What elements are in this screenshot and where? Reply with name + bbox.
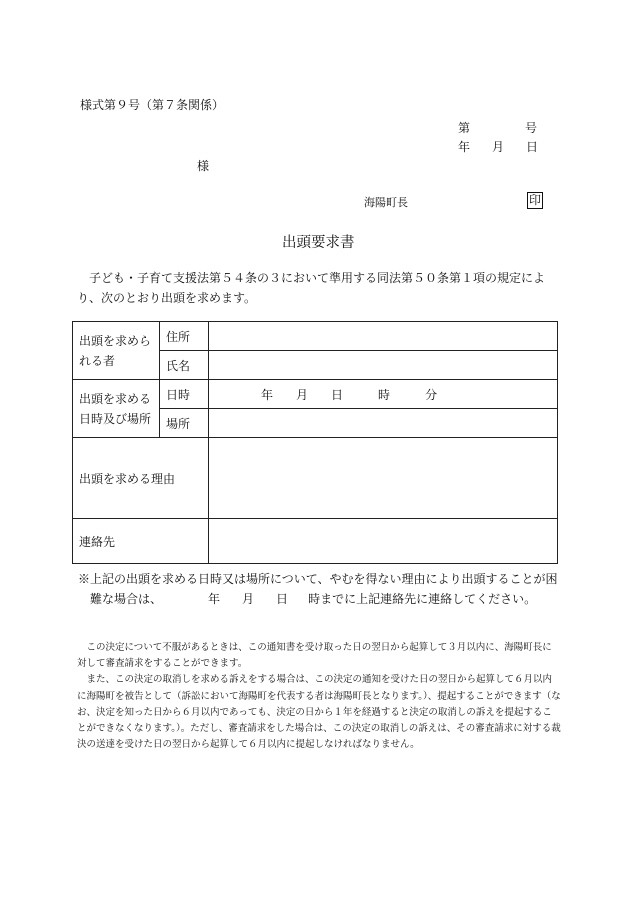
- document-number-line: [458, 119, 537, 136]
- name-label: 氏名: [160, 351, 209, 380]
- note-line2-prefix: 難な場合は、: [90, 592, 163, 606]
- datetime-month: 月: [296, 387, 309, 402]
- reason-label: 出頭を求める理由: [73, 438, 209, 519]
- table-row-datetime: [73, 380, 558, 409]
- datetime-label: 日時: [160, 380, 209, 409]
- note-month: 月: [242, 592, 255, 606]
- place-label: 場所: [160, 409, 209, 438]
- place-value-cell: [209, 409, 558, 438]
- person-header: 出頭を求められる者: [73, 322, 160, 380]
- form-label: 様式第９号（第７条関係）: [80, 98, 225, 112]
- document-date-line: [458, 138, 538, 155]
- date-month: 月: [492, 140, 505, 154]
- table-row-reason: [73, 438, 558, 519]
- seal-box: 印: [529, 193, 542, 207]
- appeal-paragraph-1: この決定について不服があるときは、この通知書を受け取った日の翌日から起算して３月以内に、海陽町長に対して審査請求をすることができます。: [77, 642, 552, 670]
- address-value-cell: [209, 322, 558, 351]
- datetime-day: 日: [331, 387, 344, 402]
- number-suffix: 号: [525, 121, 538, 135]
- note-line-1: ※上記の出頭を求める日時又は場所について、やむを得ない理由により出頭することが困: [78, 572, 558, 586]
- datetime-hour: 時: [378, 387, 391, 402]
- note-year: 年: [208, 592, 221, 606]
- date-day: 日: [526, 140, 539, 154]
- deadline-note: [78, 569, 564, 609]
- datetime-value-cell: [209, 380, 558, 409]
- note-line-2: [78, 589, 564, 609]
- table-row-address: [73, 322, 558, 351]
- contact-label: 連絡先: [73, 519, 209, 564]
- number-prefix: 第: [458, 121, 471, 135]
- request-form-table: [72, 321, 558, 564]
- body-text: 子ども・子育て支援法第５４条の３において準用する同法第５０条第１項の規定により、次のとおり出頭を求めます。: [77, 271, 546, 305]
- note-day: 日: [276, 592, 289, 606]
- address-label: 住所: [160, 322, 209, 351]
- reason-value-cell: [209, 438, 558, 519]
- document-title: 出頭要求書: [282, 235, 355, 251]
- appeal-paragraph-2: また、この決定の取消しを求める訴えをする場合は、この決定の通知を受けた日の翌日から起算して６月以内に海陽町を被告として（訴訟において海陽町を代表する者は海陽町長となります。）、提起することができます（なお、決定を知った日から６月以内であっても、決定の日から１年を経過すると決定の取消しの訴えを提起することができなくなります。）。ただし、審査請求をした場合は、この決定の取消しの訴えは、その審査請求に対する裁決の送達を受けた日の翌日から起算して６月以内に提起しなければなりません。: [77, 674, 561, 751]
- note-line2-suffix: 時までに上記連絡先に連絡してください。: [308, 592, 537, 606]
- contact-value-cell: [209, 519, 558, 564]
- datetime-year: 年: [261, 387, 274, 402]
- datetime-minute: 分: [425, 387, 438, 402]
- issuer-name: 海陽町長: [364, 196, 408, 209]
- name-value-cell: [209, 351, 558, 380]
- appeal-notice: [77, 640, 561, 753]
- time-place-header: 出頭を求める日時及び場所: [73, 380, 160, 438]
- table-row-contact: [73, 519, 558, 564]
- addressee-suffix: 様: [197, 159, 210, 173]
- date-year: 年: [458, 140, 471, 154]
